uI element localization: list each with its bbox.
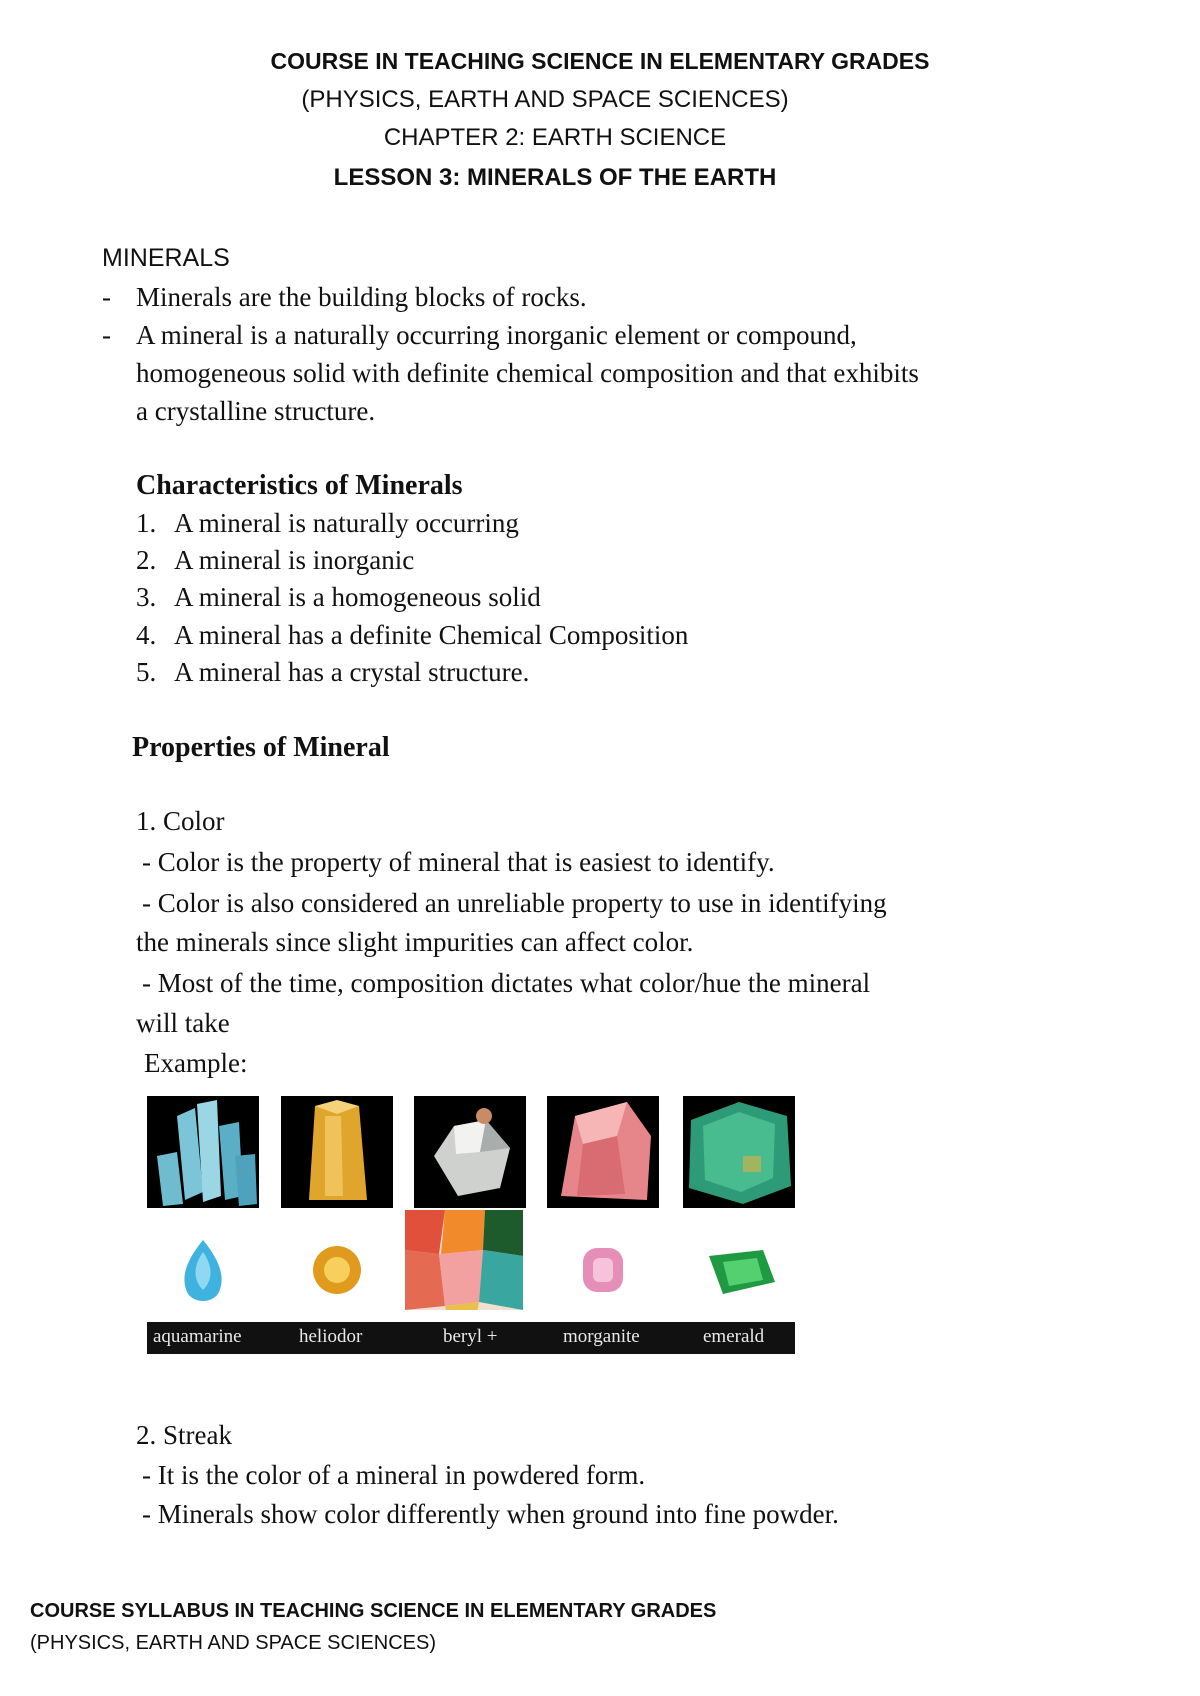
gem-label-emerald: emerald [703,1326,765,1347]
property-streak-line: - Minerals show color differently when ground into fine powder. [142,1499,839,1529]
morganite-crystal-image [547,1096,659,1208]
lesson-title: LESSON 3: MINERALS OF THE EARTH [333,164,777,191]
characteristics-number: 2. [136,545,157,575]
characteristics-item: A mineral is naturally occurring [174,508,519,538]
gem-label-morganite: morganite [563,1326,640,1347]
properties-heading: Properties of Mineral [132,732,390,763]
characteristics-number: 5. [136,657,157,687]
example-label: Example: [144,1048,248,1078]
aquamarine-gem-image [147,1222,259,1322]
minerals-bullet-2-line-1: A mineral is a naturally occurring inorganic element or compound, [136,320,857,350]
minerals-heading: MINERALS [102,244,230,272]
characteristics-number: 4. [136,620,157,650]
gem-color-figure [147,1096,795,1354]
minerals-bullet-2-line-3: a crystalline structure. [136,396,376,426]
chapter-title: CHAPTER 2: EARTH SCIENCE [383,124,727,151]
course-subtitle: (PHYSICS, EARTH AND SPACE SCIENCES) [301,86,789,113]
property-streak-line: - It is the color of a mineral in powdered form. [142,1460,646,1490]
morganite-gem-image [547,1222,659,1322]
property-color-line: - Most of the time, composition dictates what color/hue the mineral [142,968,871,998]
property-color-title: 1. Color [136,806,225,836]
characteristics-item: A mineral is a homogeneous solid [174,582,541,612]
minerals-bullet-2-line-2: homogeneous solid with definite chemical composition and that exhibits [136,358,919,388]
emerald-gem-image [683,1222,795,1322]
heliodor-crystal-image [281,1096,393,1208]
property-color-line: - Color is also considered an unreliable property to use in identifying [142,888,887,918]
property-color-line: the minerals since slight impurities can affect color. [136,927,694,957]
gem-label-aquamarine: aquamarine [153,1326,242,1347]
characteristics-item: A mineral has a definite Chemical Composition [174,620,689,650]
footer-line-2: (PHYSICS, EARTH AND SPACE SCIENCES) [30,1632,437,1654]
gem-label-beryl: beryl + [443,1326,498,1347]
bullet-dash: - [102,282,111,312]
gem-label-bar [147,1322,795,1354]
property-color-line: will take [136,1008,230,1038]
characteristics-item: A mineral has a crystal structure. [174,657,530,687]
course-title: COURSE IN TEACHING SCIENCE IN ELEMENTARY GRADES [270,48,930,74]
property-streak-title: 2. Streak [136,1420,232,1450]
characteristics-number: 3. [136,582,157,612]
gem-label-heliodor: heliodor [299,1326,363,1347]
minerals-bullet-1: Minerals are the building blocks of rocks. [136,282,587,312]
heliodor-gem-image [281,1222,393,1322]
characteristics-item: A mineral is inorganic [174,545,415,575]
characteristics-number: 1. [136,508,157,538]
characteristics-heading: Characteristics of Minerals [136,470,463,501]
footer-line-1: COURSE SYLLABUS IN TEACHING SCIENCE IN ELEMENTARY GRADES [30,1600,717,1622]
bullet-dash: - [102,320,111,350]
beryl-crystal-image [414,1096,526,1208]
emerald-crystal-image [683,1096,795,1208]
aquamarine-crystal-image [147,1096,259,1208]
beryl-gem-cluster-image [405,1210,523,1310]
property-color-line: - Color is the property of mineral that is easiest to identify. [142,847,775,877]
